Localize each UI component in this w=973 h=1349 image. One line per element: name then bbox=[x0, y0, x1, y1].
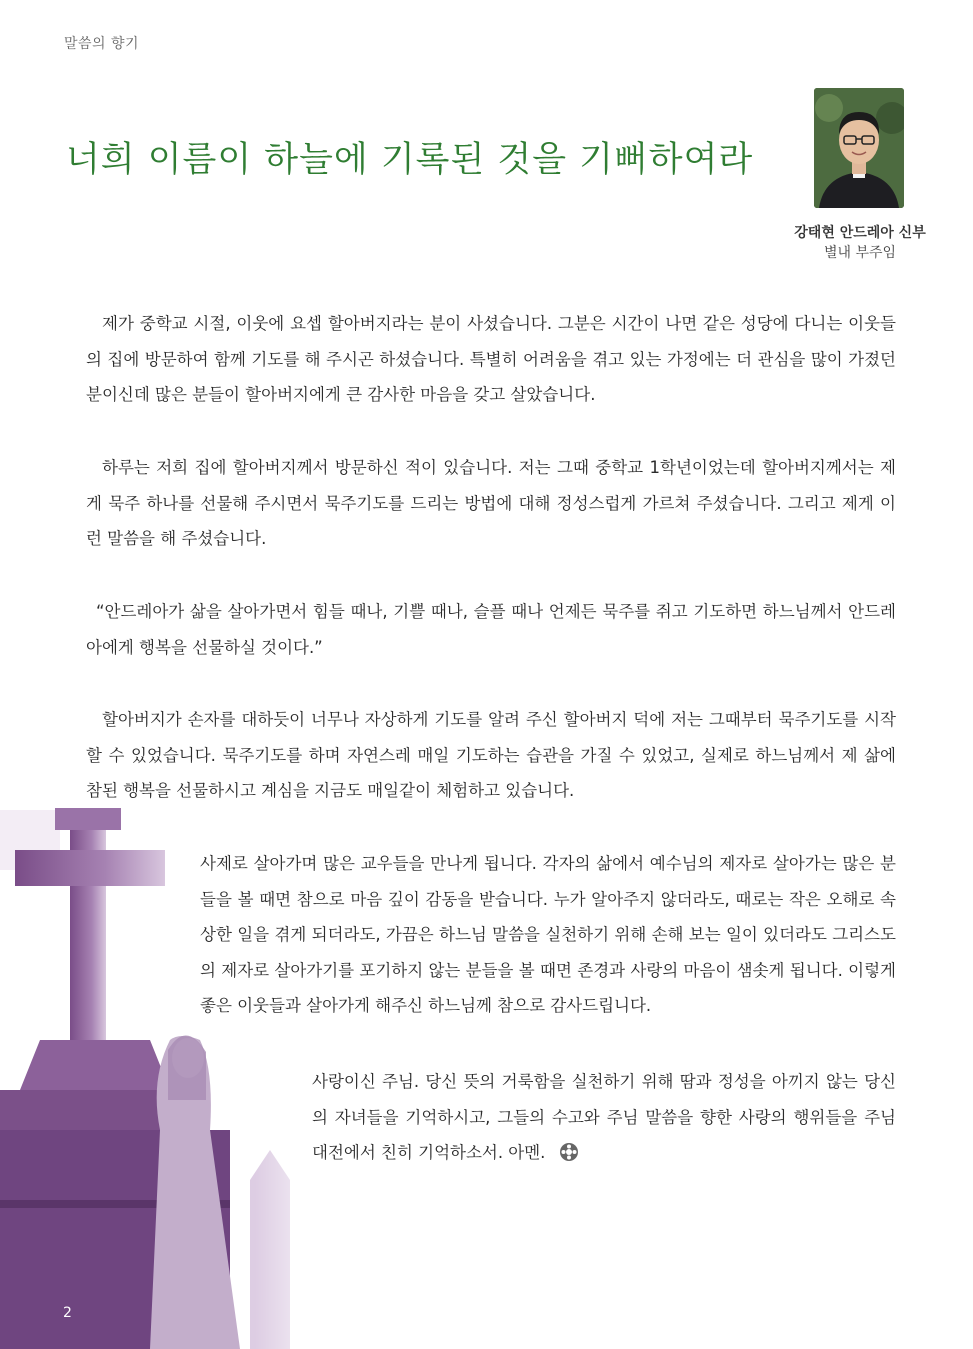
author-role: 별내 부주임 bbox=[823, 245, 897, 261]
paragraph-5: 사제로 살아가며 많은 교우들을 만나게 됩니다. 각자의 삶에서 예수님의 제자로 살아가는 많은 분들을 볼 때면 참으로 마음 깊이 감동을 받습니다. 누가 알아주지 않더라도, 때로는 작은 오해로 속상한 일을 겪게 되더라도, 가끔은 하느님 말씀을 실천하기 위해 손해 보는 일이 있더라도 그리스도의 제자로 살아가기를 포기하지 않는 분들을 볼 때면 존경과 사랑의 마음이 샘솟게 됩니다. 이렇게 좋은 이웃들과 살아가게 해주신 하느님께 참으로 감사드립니다. bbox=[200, 854, 896, 1015]
paragraph-3: “안드레아가 삶을 살아가면서 힘들 때나, 기쁠 때나, 슬플 때나 언제든 묵주를 쥐고 기도하면 하느님께서 안드레아에게 행복을 선물하실 것이다.” bbox=[86, 602, 896, 657]
paragraph-6: 사랑이신 주님. 당신 뜻의 거룩함을 실천하기 위해 땀과 정성을 아끼지 않는 당신의 자녀들을 기억하시고, 그들의 수고와 주님 말씀을 향한 사랑의 행위들을 주님 대전에서 친히 기억하소서. 아멘. bbox=[312, 1072, 896, 1162]
paragraph-1: 제가 중학교 시절, 이웃에 요셉 할아버지라는 분이 사셨습니다. 그분은 시간이 나면 같은 성당에 다니는 이웃들의 집에 방문하여 함께 기도를 해 주시곤 하셨습니다. 특별히 어려움을 겪고 있는 가정에는 더 관심을 많이 가졌던 분이신데 많은 분들이 할아버지에게 큰 감사한 마음을 갖고 살았습니다. bbox=[86, 314, 896, 404]
section-label: 말씀의 향기 bbox=[64, 36, 140, 52]
ending-mark-icon bbox=[559, 1139, 579, 1159]
paragraph-2: 하루는 저희 집에 할아버지께서 방문하신 적이 있습니다. 저는 그때 중학교 1학년이었는데 할아버지께서는 제게 묵주 하나를 선물해 주시면서 묵주기도를 드리는 방법에 대해 정성스럽게 가르쳐 주셨습니다. 그리고 제게 이런 말씀을 해 주셨습니다. bbox=[86, 458, 896, 548]
article-title: 너희 이름이 하늘에 기록된 것을 기뻐하여라 bbox=[66, 140, 754, 180]
paragraph-4: 할아버지가 손자를 대하듯이 너무나 자상하게 기도를 알려 주신 할아버지 덕에 저는 그때부터 묵주기도를 시작할 수 있었습니다. 묵주기도를 하며 자연스레 매일 기도하는 습관을 가질 수 있었고, 실제로 하느님께서 제 삶에 참된 행복을 선물하시고 계심을 지금도 매일같이 체험하고 있습니다. bbox=[86, 710, 896, 800]
page-number: 2 bbox=[63, 1305, 72, 1321]
author-photo bbox=[814, 88, 904, 208]
author-name: 강태현 안드레아 신부 bbox=[794, 225, 926, 241]
